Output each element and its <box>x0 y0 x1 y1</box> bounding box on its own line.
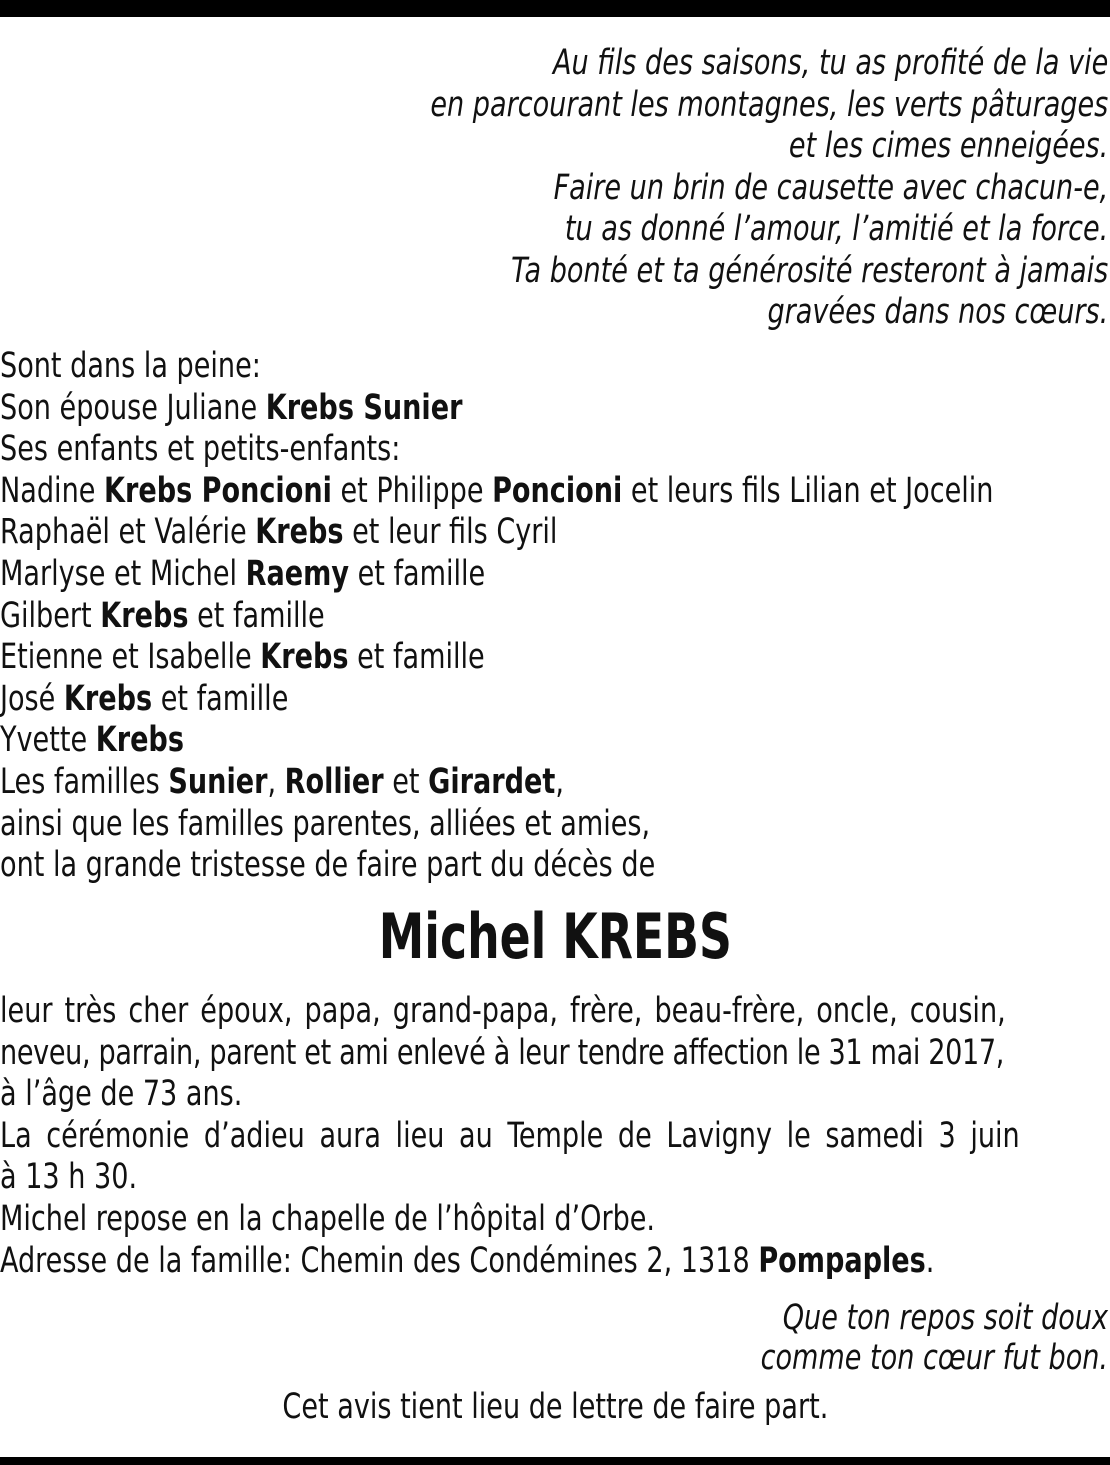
top-border-rule <box>0 0 1110 17</box>
etienne-text-2: et famille <box>348 637 485 678</box>
poem-line: gravées dans nos cœurs. <box>767 292 1108 332</box>
closing-line: comme ton cœur fut bon. <box>760 1338 1108 1378</box>
gilbert-text: Gilbert <box>0 595 101 636</box>
description-line: à l’âge de 73 ans. <box>0 1074 243 1115</box>
jose-text-2: et famille <box>152 678 289 719</box>
address-period: . <box>925 1240 935 1281</box>
relatives-line: ainsi que les familles parentes, alliées et amies, <box>0 803 651 844</box>
description-line: leur très cher époux, papa, grand-papa, frère, beau-frère, oncle, cousin, <box>0 991 1006 1031</box>
rollier-surname: Rollier <box>284 761 384 802</box>
marlyse-text: Marlyse et Michel <box>0 553 246 594</box>
raphael-text: Raphaël et Valérie <box>0 512 256 553</box>
family-line-yvette <box>0 720 993 762</box>
spouse-text: Son épouse Juliane <box>0 387 266 428</box>
poem-line: tu as donné l’amour, l’amitié et la force. <box>564 209 1108 249</box>
poem-line: Au fils des saisons, tu as profité de la vie <box>552 43 1108 83</box>
deceased-name-text: Michel KREBS <box>378 900 732 973</box>
family-line-marlyse <box>0 554 993 596</box>
closing-verse <box>761 1298 1108 1378</box>
poem-line: et les cimes enneigées. <box>788 126 1108 166</box>
families-end-comma: , <box>555 761 564 802</box>
nadine-text: Nadine <box>0 470 105 511</box>
mourners-intro: Sont dans la peine: <box>0 346 261 386</box>
family-line-jose <box>0 679 993 721</box>
ceremony-line: à 13 h 30. <box>0 1157 138 1198</box>
address-text: Adresse de la famille: Chemin des Condémines 2, 1318 <box>0 1240 759 1281</box>
sunier-surname: Sunier <box>168 761 268 802</box>
families-comma: , <box>267 761 285 802</box>
gilbert-surname: Krebs <box>100 595 189 636</box>
poem-line: Ta bonté et ta générosité resteront à jamais <box>510 250 1108 291</box>
family-line-raphael <box>0 512 993 554</box>
details-section <box>0 991 1110 1282</box>
raphael-surname: Krebs <box>255 512 344 553</box>
footnote-text: Cet avis tient lieu de lettre de faire part. <box>282 1387 828 1427</box>
yvette-text: Yvette <box>0 720 96 761</box>
family-line-etienne <box>0 637 993 679</box>
opening-poem <box>430 43 1108 334</box>
description-line: neveu, parrain, parent et ami enlevé à leur tendre affection le 31 mai 2017, <box>0 1032 1005 1073</box>
bottom-border-rule <box>0 1457 1110 1465</box>
families-text: Les familles <box>0 761 169 802</box>
spouse-line <box>0 388 993 430</box>
families-and: et <box>383 761 429 802</box>
nadine-text-3: et leurs fils Lilian et Jocelin <box>622 470 994 511</box>
jose-text: José <box>0 678 64 719</box>
closing-line: Que ton repos soit doux <box>782 1298 1108 1338</box>
poem-line: Faire un brin de causette avec chacun-e, <box>553 167 1108 208</box>
notice-footnote <box>0 1385 1110 1429</box>
poem-line: en parcourant les montagnes, les verts pâturages <box>430 84 1108 125</box>
family-line-gilbert <box>0 596 993 638</box>
marlyse-surname: Raemy <box>245 553 349 594</box>
address-town: Pompaples <box>758 1240 926 1281</box>
spouse-surname: Krebs Sunier <box>265 387 463 428</box>
families-line <box>0 762 993 804</box>
deceased-name <box>0 900 1110 974</box>
children-intro: Ses enfants et petits-enfants: <box>0 429 401 470</box>
family-line-nadine <box>0 471 993 513</box>
gilbert-text-2: et famille <box>188 595 325 636</box>
girardet-surname: Girardet <box>428 761 556 802</box>
rest-line: Michel repose en la chapelle de l’hôpital d’Orbe. <box>0 1198 656 1239</box>
nadine-text-2: et Philippe <box>331 470 493 511</box>
yvette-surname: Krebs <box>95 720 184 761</box>
nadine-surname: Krebs Poncioni <box>104 470 332 511</box>
address-line <box>0 1241 1110 1283</box>
etienne-text: Etienne et Isabelle <box>0 637 261 678</box>
jose-surname: Krebs <box>63 678 153 719</box>
mourners-list <box>0 346 993 887</box>
announcement-line: ont la grande tristesse de faire part du décès de <box>0 845 656 886</box>
marlyse-text-2: et famille <box>348 553 486 594</box>
etienne-surname: Krebs <box>260 637 349 678</box>
raphael-text-2: et leur fils Cyril <box>343 512 558 553</box>
ceremony-line: La cérémonie d’adieu aura lieu au Temple de Lavigny le samedi 3 juin <box>0 1115 1020 1156</box>
philippe-surname: Poncioni <box>492 470 623 511</box>
